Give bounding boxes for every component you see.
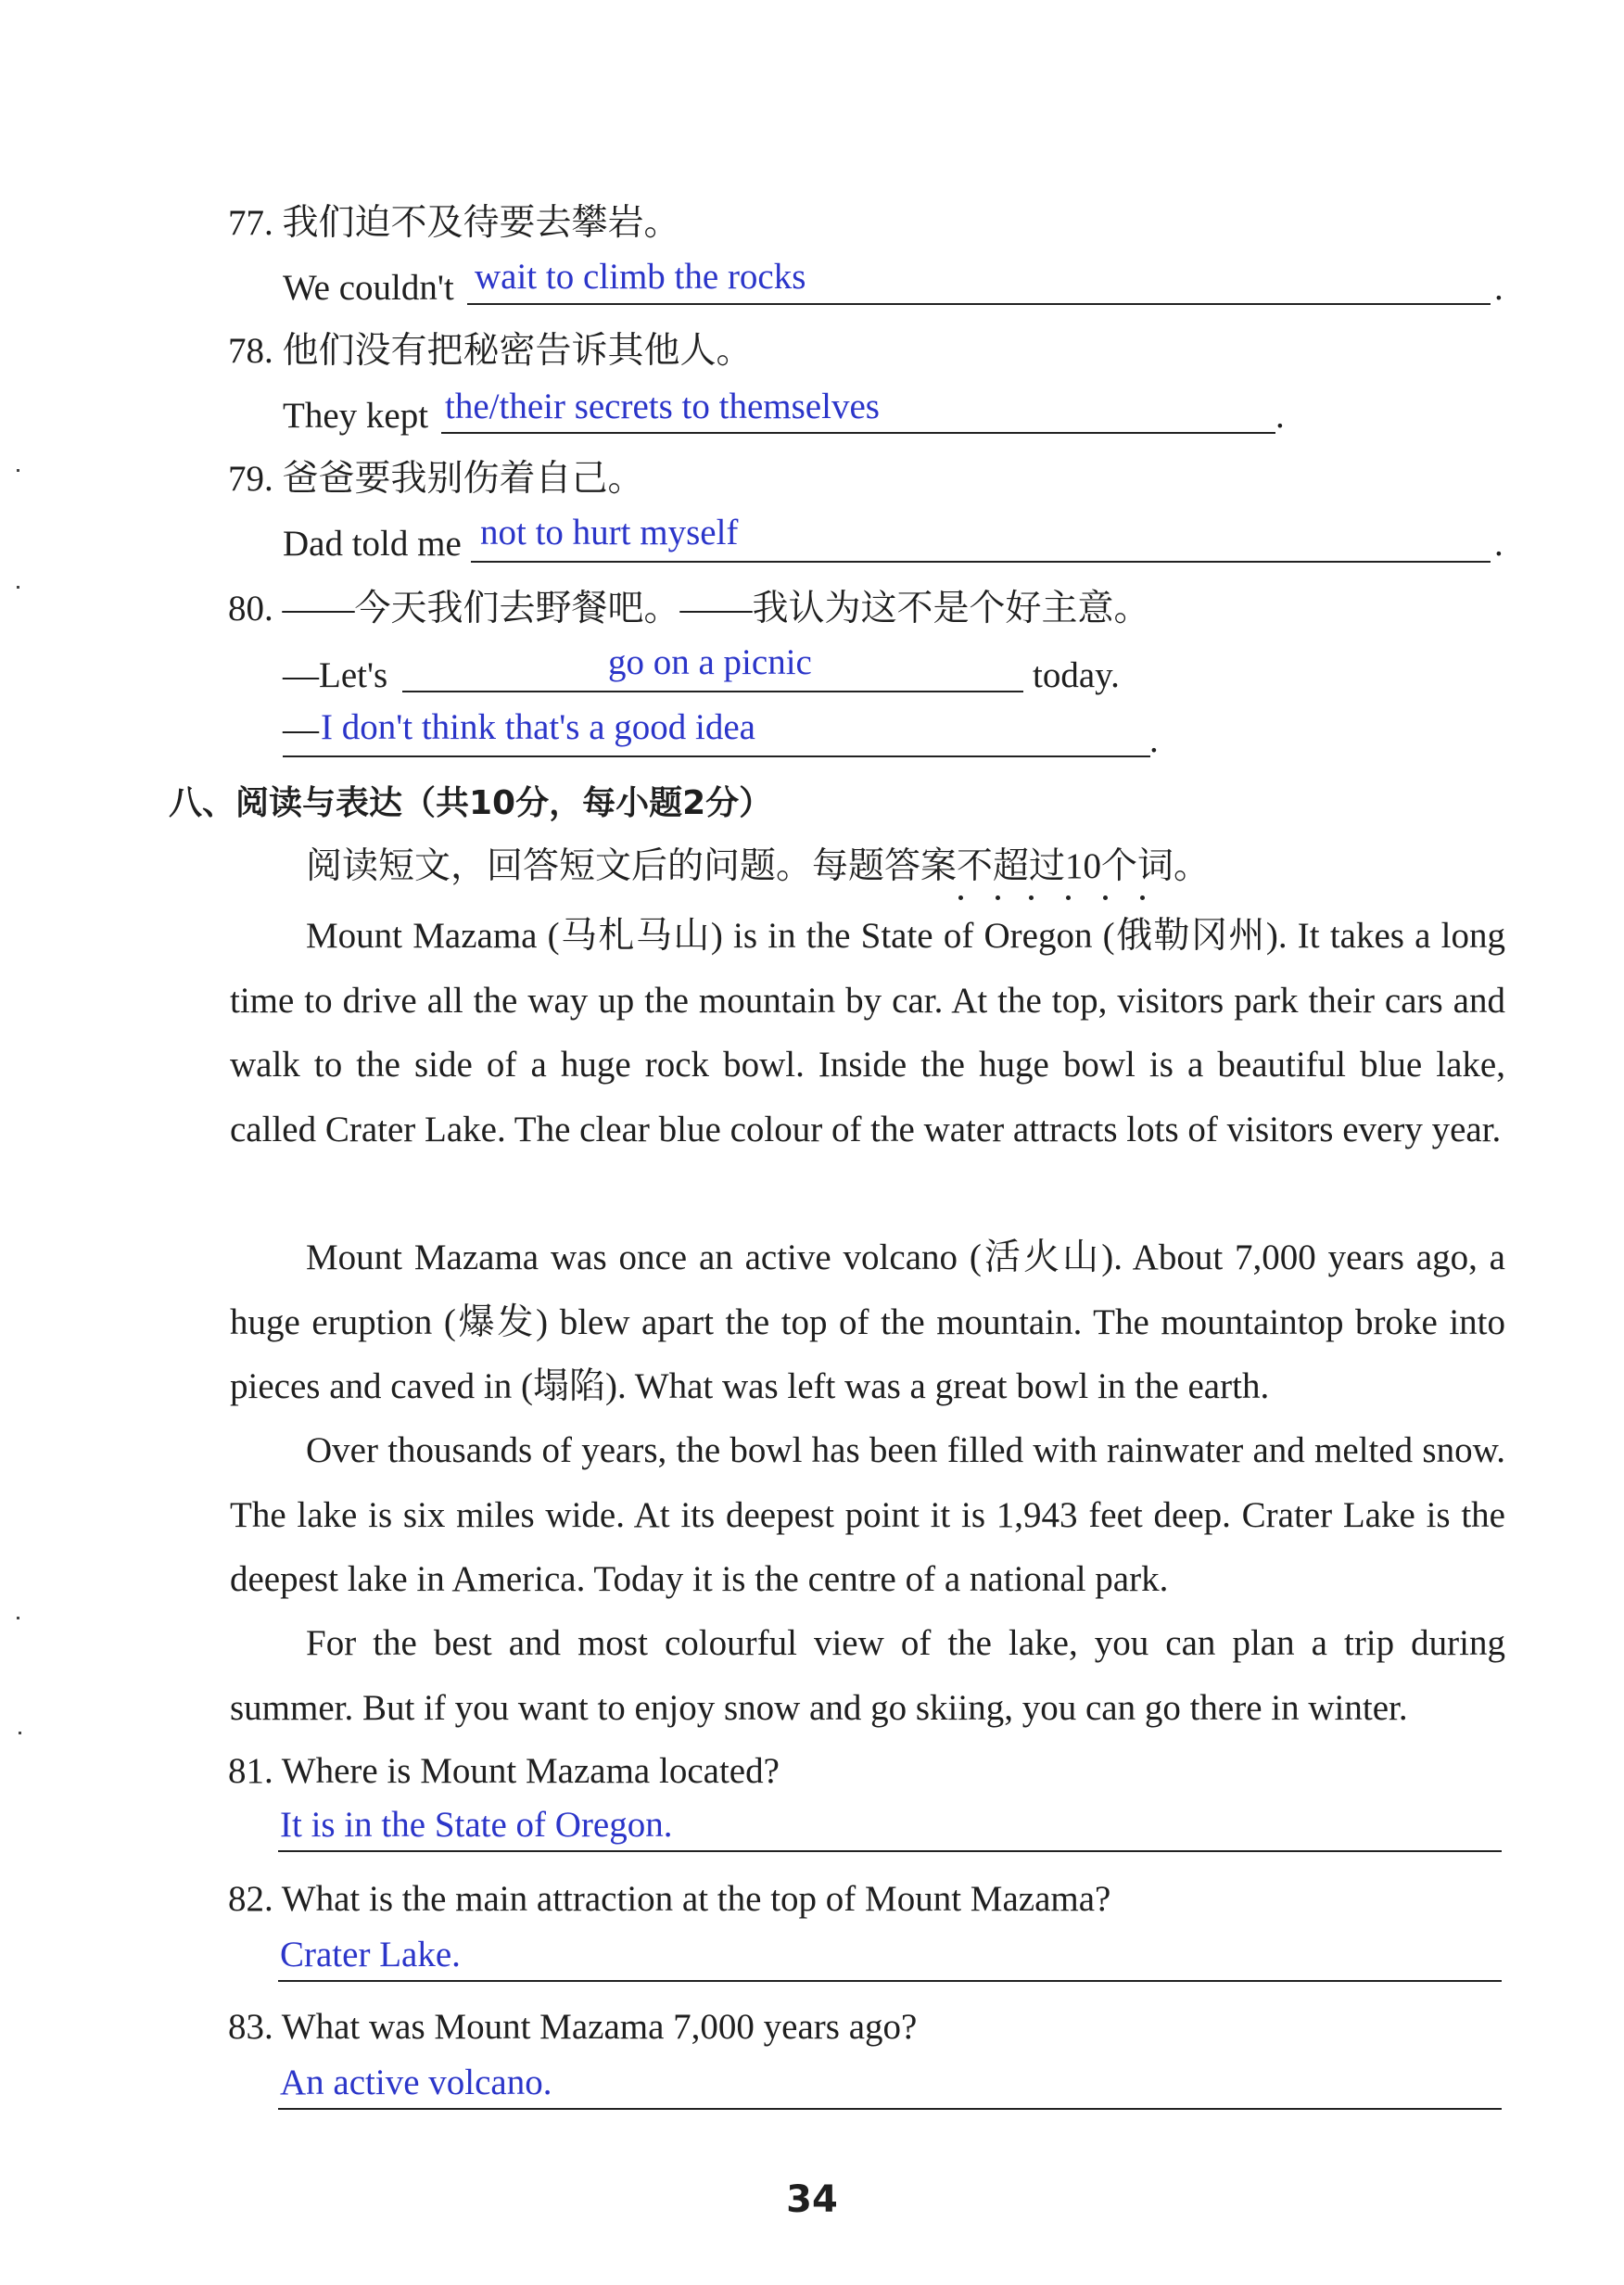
question-83 (228, 2006, 917, 2049)
question-80-line2-suffix: . (1149, 720, 1159, 760)
question-number: 82. (228, 1879, 273, 1919)
question-78-prompt (228, 330, 753, 373)
question-text: What was Mount Mazama 7,000 years ago? (281, 2007, 918, 2047)
question-81-answer: It is in the State of Oregon. (280, 1805, 673, 1845)
passage-paragraph-3: Over thousands of years, the bowl has been filled with rainwater and melted snow. The lake is six miles wide. At its deepest point it is 1,943 feet deep. Crater Lake is the deepest lake in America. Today it is the centre of a national park. (230, 1430, 1505, 1600)
answer-blank-line (471, 561, 1491, 563)
question-80-line1-suffix: today. (1033, 655, 1120, 695)
emphasis-dot (1029, 895, 1034, 900)
question-number: 80. (228, 589, 273, 628)
question-80-line2-prefix: — (283, 709, 319, 749)
question-80-line1-answer: go on a picnic (608, 642, 812, 682)
question-78-answer: the/their secrets to themselves (445, 387, 880, 426)
scan-speck (17, 469, 19, 472)
question-81 (228, 1750, 780, 1793)
passage-paragraph-2: Mount Mazama was once an active volcano (活火山). About 7,000 years ago, a huge eruption (爆发) blew apart the top of the mountain. The mountaintop broke into pieces and caved in (塌陷). What was left was a great bowl in the earth. (230, 1238, 1505, 1407)
question-79-answer: not to hurt myself (480, 513, 739, 552)
question-80-line1-prefix: —Let's (283, 655, 388, 695)
question-text: What is the main attraction at the top of Mount Mazama? (281, 1879, 1111, 1919)
question-number: 83. (228, 2007, 273, 2047)
passage-paragraph-4: For the best and most colourful view of the lake, you can plan a trip during summer. But if you want to enjoy snow and go skiing, you can go there in winter. (230, 1623, 1505, 1728)
answer-blank-line (467, 303, 1491, 305)
section-title: 八、阅读与表达（共10分，每小题2分） (169, 784, 773, 822)
chinese-sentence: 爸爸要我别伤着自己。 (282, 459, 644, 499)
chinese-sentence: 他们没有把秘密告诉其他人。 (282, 331, 753, 371)
scan-speck (17, 586, 19, 589)
question-78-prefix: They kept (283, 396, 429, 436)
answer-blank-line (402, 691, 1023, 692)
emphasis-dot (958, 895, 963, 900)
question-82-answer: Crater Lake. (280, 1935, 461, 1974)
question-number: 81. (228, 1751, 273, 1791)
question-77-prompt (228, 202, 680, 245)
question-79-prefix: Dad told me (283, 524, 462, 564)
page-number: 34 (786, 2178, 838, 2221)
instruction-text: 阅读短文，回答短文后的问题。每题答案 (306, 846, 958, 886)
answer-blank-line (278, 2108, 1502, 2110)
emphasis-dot (1103, 895, 1108, 900)
question-number: 78. (228, 331, 273, 371)
passage-paragraph-1: Mount Mazama (马札马山) is in the State of Oregon (俄勒冈州). It takes a long time to drive all the way up the mountain by car. At the top, visitors park their cars and walk to the side of a huge rock bowl. Inside the huge bowl is a beautiful blue lake, called Crater Lake. The clear blue colour of the water attracts lots of visitors every year. (230, 916, 1505, 1149)
answer-blank-line (278, 1850, 1502, 1852)
scan-speck (19, 1732, 21, 1734)
question-77-suffix: . (1494, 268, 1503, 308)
question-77-answer: wait to climb the rocks (475, 257, 806, 297)
chinese-dialogue: ——今天我们去野餐吧。——我认为这不是个好主意。 (282, 589, 1150, 628)
question-number: 79. (228, 459, 273, 499)
instruction-end: 。 (1174, 846, 1211, 886)
question-79-prompt (228, 458, 644, 501)
question-83-answer: An active volcano. (280, 2063, 552, 2102)
answer-blank-line (441, 432, 1275, 434)
emphasis-dot (996, 895, 1000, 900)
chinese-sentence: 我们迫不及待要去攀岩。 (282, 203, 680, 243)
emphasis-dot (1140, 895, 1145, 900)
answer-blank-line (283, 755, 1150, 757)
emphasis-dot (1066, 895, 1071, 900)
question-number: 77. (228, 203, 273, 243)
question-77-prefix: We couldn't (283, 268, 454, 308)
question-80-line2-answer: I don't think that's a good idea (321, 707, 755, 747)
question-79-suffix: . (1494, 524, 1503, 564)
reading-instruction (306, 845, 1210, 888)
question-78-suffix: . (1275, 396, 1285, 436)
question-80-prompt (228, 588, 1150, 630)
question-text: Where is Mount Mazama located? (281, 1751, 780, 1791)
instruction-emphasis: 不超过10个词 (957, 846, 1174, 886)
answer-blank-line (278, 1980, 1502, 1982)
scan-speck (17, 1617, 19, 1619)
question-82 (228, 1878, 1110, 1921)
